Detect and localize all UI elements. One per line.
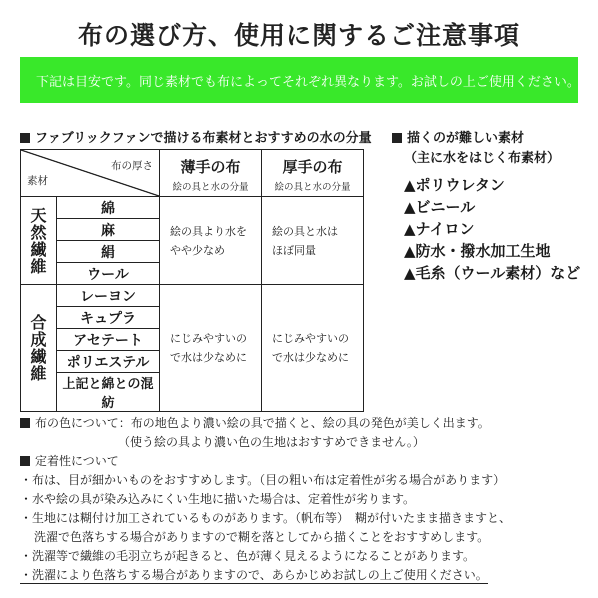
material-cell: 上記と綿との混紡 (57, 373, 160, 412)
color-note (20, 414, 590, 433)
difficult-material-list (404, 174, 580, 284)
difficult-section-heading (392, 127, 524, 146)
material-cell: 綿 (57, 197, 160, 219)
material-cell: レーヨン (57, 285, 160, 307)
page-title: 布の選び方、使用に関するご注意事項 (77, 21, 520, 50)
list-item: ▲ナイロン (404, 220, 475, 238)
table-corner-cell (21, 150, 160, 197)
thick-fabric-title: 厚手の布 (282, 157, 343, 176)
synthetic-thin-note (160, 285, 262, 412)
material-cell: ポリエステル (57, 351, 160, 373)
material-cell: 麻 (57, 219, 160, 241)
list-item: ▲防水・撥水加工生地 (404, 242, 551, 260)
synthetic-fiber-label: 合成繊維 (30, 313, 47, 383)
fix-item: ・生地には糊付け加工されているものがあります。（帆布等） 糊が付いたまま描きますと、 (20, 511, 512, 525)
natural-thin-text: 絵の具より水を やや少なめ (170, 224, 247, 257)
square-bullet-icon (392, 133, 402, 143)
color-note-text: 布の色について：布の地色より濃い絵の具で描くと、絵の具の発色が美しく出ます。 (35, 416, 490, 430)
fix-item: 洗濯で色落ちする場合がありますので糊を落としてから描くことをおすすめします。 (34, 530, 490, 544)
thin-fabric-header (160, 150, 262, 197)
color-note-sub: （使う絵の具より濃い色の生地はおすすめできません。） (118, 435, 425, 449)
square-bullet-icon (20, 133, 30, 143)
synthetic-fiber-group (21, 285, 57, 412)
material-cell: アセテート (57, 329, 160, 351)
difficult-subheading: （主に水をはじく布素材） (404, 151, 561, 166)
fix-item (20, 566, 590, 585)
fix-item-underlined (20, 568, 488, 584)
natural-thin-note (160, 197, 262, 285)
fix-heading-text: 定着性について (35, 454, 119, 468)
material-cell: キュプラ (57, 307, 160, 329)
list-item: ▲ビニール (404, 198, 476, 216)
difficult-heading-text: 描くのが難しい素材 (407, 131, 525, 146)
fix-heading (20, 452, 590, 471)
fix-item: ・布は、目が細かいものをおすすめします。（目の粗い布は定着性が劣る場合があります） (20, 473, 506, 487)
thick-fabric-header (262, 150, 364, 197)
notes-section (20, 414, 590, 585)
natural-fiber-label: 天然繊維 (30, 205, 47, 276)
corner-material-label: 素材 (27, 175, 48, 187)
table-section-heading-text: ファブリックファンで描ける布素材とおすすめの水の分量 (35, 131, 372, 146)
natural-fiber-group (21, 197, 57, 285)
synthetic-thick-text: にじみやすいの で水は少なめに (272, 332, 349, 364)
synthetic-thin-text: にじみやすいの で水は少なめに (170, 332, 247, 364)
fix-item-part1: ・洗濯により色落ちする場合がありますので、 (20, 568, 272, 582)
fix-item: ・水や絵の具が染み込みにくい生地に描いた場合は、定着性が劣ります。 (20, 492, 416, 506)
table-section-heading (20, 127, 372, 146)
material-cell: ウール (57, 263, 160, 285)
natural-thick-note (262, 197, 364, 285)
fabric-table (20, 149, 364, 412)
thin-fabric-sub: 絵の具と水の分量 (172, 181, 249, 193)
notice-banner-text: 下記は目安です。同じ素材でも布によってそれぞれ異なります。お試しの上ご使用ください。 (36, 74, 580, 90)
list-item: ▲ポリウレタン (404, 176, 505, 194)
material-cell: 絹 (57, 241, 160, 263)
natural-thick-text: 絵の具と水は ほぼ同量 (272, 224, 338, 257)
square-bullet-icon (20, 456, 30, 466)
fix-item: ・洗濯等で繊維の毛羽立ちが起きると、色が薄く見えるようになることがあります。 (20, 549, 476, 563)
thin-fabric-title: 薄手の布 (180, 157, 241, 176)
synthetic-thick-note (262, 285, 364, 412)
list-item: ▲毛糸（ウール素材）など (404, 264, 581, 282)
fix-item-part2: あらかじめお試しの上ご使用ください。 (271, 568, 488, 582)
corner-thickness-label: 布の厚さ (111, 160, 153, 172)
thick-fabric-sub: 絵の具と水の分量 (274, 181, 351, 193)
square-bullet-icon (20, 418, 30, 428)
notice-banner (20, 57, 578, 103)
